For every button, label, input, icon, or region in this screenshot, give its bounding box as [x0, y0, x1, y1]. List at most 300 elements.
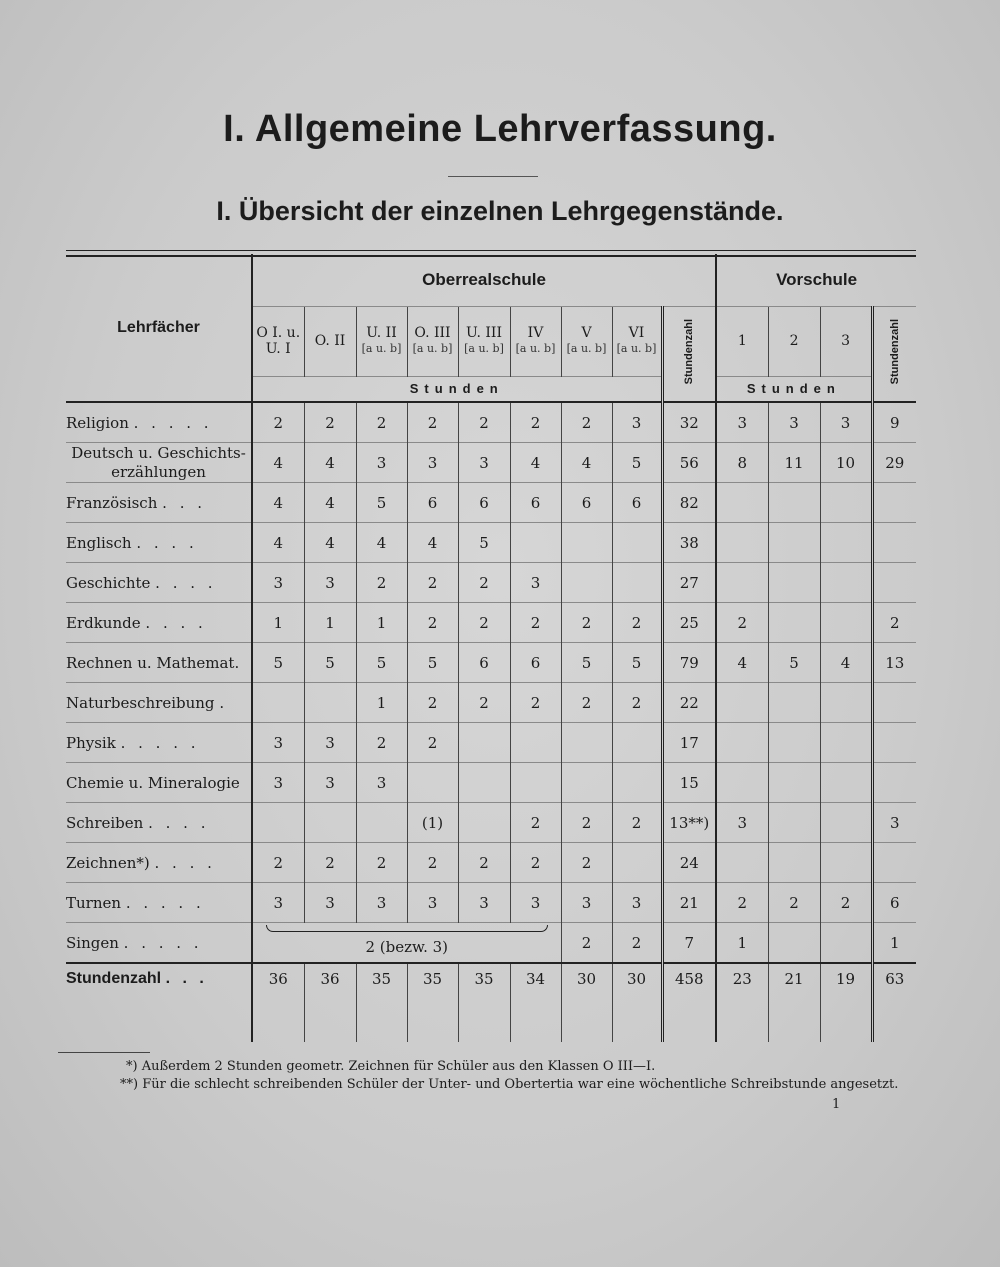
subject-name: Erdkunde [66, 613, 141, 632]
hours-cell: 5 [407, 643, 458, 683]
hours-cell: 3 [252, 883, 304, 923]
class-header [561, 306, 612, 376]
oberrealschule-header: Oberrealschule [252, 254, 716, 306]
subject-name: Singen [66, 933, 119, 952]
table-row [66, 843, 916, 883]
vs-hours-cell [820, 923, 872, 964]
vs-hours-cell: 3 [716, 803, 768, 843]
table-row [66, 443, 916, 483]
class-name: U. II [366, 325, 397, 341]
hours-cell: 5 [356, 483, 407, 523]
vs-hours-cell [768, 803, 820, 843]
total-hours-cell: 36 [252, 963, 304, 1010]
vs-total-cell: 2 [872, 603, 916, 643]
hours-cell [304, 683, 356, 723]
hours-cell: 3 [612, 402, 662, 443]
hours-cell: 2 [561, 683, 612, 723]
hours-cell: 2 [407, 563, 458, 603]
hours-cell: 3 [252, 723, 304, 763]
table-tail [66, 1010, 916, 1042]
hours-cell: 2 [561, 603, 612, 643]
tail-cell [252, 1010, 304, 1042]
hours-cell: 1 [304, 603, 356, 643]
total-label-cell [66, 963, 252, 1010]
hours-cell [252, 803, 304, 843]
subject-cell [66, 763, 252, 803]
merged-hours-cell [252, 923, 561, 964]
hours-cell [458, 763, 510, 803]
hours-cell: 2 [510, 803, 561, 843]
hours-cell: 5 [612, 643, 662, 683]
ors-total-cell: 82 [662, 483, 716, 523]
class-header [407, 306, 458, 376]
ors-total-cell: 7 [662, 923, 716, 964]
table-row [66, 763, 916, 803]
subject-name: Religion [66, 413, 129, 432]
leader-dots: . . . . . [120, 733, 200, 752]
footnote-2: **) Für die schlecht schreibenden Schüler der Unter- und Obertertia war eine wöchentliche Schreibstunde angesetzt. [120, 1077, 899, 1092]
vs-hours-cell [768, 483, 820, 523]
table-row [66, 523, 916, 563]
hours-cell: 2 [510, 603, 561, 643]
subject-name: Turnen [66, 893, 122, 912]
hours-cell: 2 [252, 843, 304, 883]
vs-hours-cell [768, 723, 820, 763]
hours-cell: 3 [561, 883, 612, 923]
vs-hours-cell [768, 563, 820, 603]
class-header [458, 306, 510, 376]
class-subdivision: [a u. b] [412, 342, 453, 355]
subject-name: Chemie u. Mineralogie [66, 773, 240, 792]
ors-total-cell: 56 [662, 443, 716, 483]
hours-cell: 4 [304, 523, 356, 563]
total-hours-cell: 35 [458, 963, 510, 1010]
table-row [66, 483, 916, 523]
table-row [66, 723, 916, 763]
vs-hours-cell [768, 843, 820, 883]
subject-cell [66, 683, 252, 723]
hours-cell: 3 [407, 883, 458, 923]
hours-cell: 2 [407, 402, 458, 443]
vs-total-cell: 3 [872, 803, 916, 843]
hours-cell [510, 723, 561, 763]
hours-cell: 2 [510, 843, 561, 883]
vs-stunden-label: Stunden [716, 376, 872, 402]
vs-hours-cell [716, 563, 768, 603]
vs-hours-cell [820, 603, 872, 643]
vs-hours-cell: 1 [716, 923, 768, 964]
hours-cell [407, 763, 458, 803]
hours-cell: 2 [407, 683, 458, 723]
vs-hours-cell [820, 683, 872, 723]
vs-hours-cell: 10 [820, 443, 872, 483]
vs-hours-cell [820, 563, 872, 603]
vs-total-cell [872, 523, 916, 563]
total-row [66, 963, 916, 1010]
leader-dots: . . . . [145, 613, 207, 632]
table-row [66, 402, 916, 443]
ors-total-cell: 27 [662, 563, 716, 603]
hours-cell: 6 [510, 643, 561, 683]
subject-cell [66, 923, 252, 964]
hours-cell: 2 [407, 843, 458, 883]
lehrplan-table [66, 254, 916, 1042]
hours-cell: 3 [612, 883, 662, 923]
title-divider [448, 176, 538, 177]
hours-cell [510, 523, 561, 563]
total-hours-cell: 36 [304, 963, 356, 1010]
subject-name: Physik [66, 733, 116, 752]
tail-cell [66, 1010, 252, 1042]
subject-cell [66, 402, 252, 443]
hours-cell: 3 [407, 443, 458, 483]
hours-cell: 1 [252, 603, 304, 643]
hours-cell: 3 [304, 883, 356, 923]
subject-name: Schreiben [66, 813, 144, 832]
hours-cell [561, 723, 612, 763]
vs-hours-cell: 2 [716, 603, 768, 643]
leader-dots: . . . . . [125, 893, 205, 912]
hours-cell: 2 [612, 923, 662, 964]
hours-cell: 2 [356, 843, 407, 883]
leader-dots: . . . . [148, 813, 210, 832]
tail-cell [872, 1010, 916, 1042]
hours-cell: 2 [612, 683, 662, 723]
hours-cell: 2 [356, 563, 407, 603]
hours-cell: 6 [458, 643, 510, 683]
hours-cell: 5 [458, 523, 510, 563]
hours-cell: 6 [407, 483, 458, 523]
ors-total-cell: 38 [662, 523, 716, 563]
vs-hours-cell: 8 [716, 443, 768, 483]
hours-cell: 5 [561, 643, 612, 683]
vs-hours-cell [820, 843, 872, 883]
hours-cell [510, 763, 561, 803]
tail-cell [612, 1010, 662, 1042]
hours-cell: 3 [458, 883, 510, 923]
table-row [66, 683, 916, 723]
vs-hours-cell: 3 [768, 402, 820, 443]
vs-class-header: 3 [820, 306, 872, 376]
hours-cell: 6 [510, 483, 561, 523]
ors-total-cell: 32 [662, 402, 716, 443]
hours-cell: 3 [458, 443, 510, 483]
vs-hours-cell: 3 [716, 402, 768, 443]
vs-total-hours-cell: 19 [820, 963, 872, 1010]
hours-cell: 2 [561, 843, 612, 883]
hours-cell: 2 [356, 402, 407, 443]
hours-cell: 4 [407, 523, 458, 563]
tail-cell [407, 1010, 458, 1042]
hours-cell: 2 [561, 923, 612, 964]
vs-total-cell: 1 [872, 923, 916, 964]
tail-cell [356, 1010, 407, 1042]
hours-cell: 2 [407, 603, 458, 643]
hours-cell: 2 [612, 603, 662, 643]
ors-grand-total: 458 [662, 963, 716, 1010]
subject-name: Deutsch u. Geschichts- erzählungen [71, 443, 246, 481]
hours-cell: 2 [356, 723, 407, 763]
page-number: 1 [832, 1097, 841, 1112]
total-hours-cell: 30 [612, 963, 662, 1010]
vs-total-cell: 9 [872, 402, 916, 443]
hours-cell: 2 [458, 683, 510, 723]
hours-cell [612, 723, 662, 763]
ors-total-cell: 21 [662, 883, 716, 923]
table-row [66, 643, 916, 683]
hours-cell: 4 [252, 443, 304, 483]
total-hours-cell: 34 [510, 963, 561, 1010]
leader-dots: . . . . . [133, 413, 213, 432]
class-name: IV [527, 325, 544, 341]
hours-cell [561, 563, 612, 603]
hours-cell: 2 [561, 803, 612, 843]
hours-cell [612, 763, 662, 803]
vs-total-label: Stundenzahl [888, 319, 901, 385]
class-header [510, 306, 561, 376]
vs-hours-cell [716, 723, 768, 763]
vs-hours-cell [820, 803, 872, 843]
hours-cell: 4 [356, 523, 407, 563]
class-name: O. III [414, 325, 451, 341]
tail-cell [561, 1010, 612, 1042]
subject-cell [66, 723, 252, 763]
leader-dots: . . . . [155, 573, 217, 592]
page-title: I. Allgemeine Lehrverfassung. [223, 108, 777, 150]
vs-total-hours-cell: 21 [768, 963, 820, 1010]
class-name: VI [628, 325, 645, 341]
hours-cell [561, 763, 612, 803]
vs-hours-cell [768, 763, 820, 803]
vs-total-cell [872, 563, 916, 603]
hours-cell: 3 [304, 723, 356, 763]
hours-cell: 2 [458, 563, 510, 603]
vs-hours-cell [716, 843, 768, 883]
merged-hours-note: 2 (bezw. 3) [365, 938, 449, 956]
hours-cell: 6 [458, 483, 510, 523]
hours-cell: 2 [561, 402, 612, 443]
total-hours-cell: 35 [356, 963, 407, 1010]
subject-cell [66, 563, 252, 603]
ors-total-label: Stundenzahl [683, 319, 696, 385]
vs-total-cell [872, 683, 916, 723]
vs-hours-cell [768, 683, 820, 723]
hours-cell: 3 [356, 763, 407, 803]
vs-class-header: 1 [716, 306, 768, 376]
subject-name: Geschichte [66, 573, 151, 592]
class-subdivision: [a u. b] [361, 342, 402, 355]
hours-cell: 2 [612, 803, 662, 843]
hours-cell: 5 [612, 443, 662, 483]
subject-cell [66, 603, 252, 643]
vs-hours-cell [716, 523, 768, 563]
class-subdivision: [a u. b] [566, 342, 607, 355]
hours-cell: 6 [561, 483, 612, 523]
vs-total-cell: 6 [872, 883, 916, 923]
hours-cell: 1 [356, 603, 407, 643]
vs-total-cell: 29 [872, 443, 916, 483]
footnote-divider [58, 1052, 150, 1053]
vs-total-cell [872, 843, 916, 883]
table-row [66, 883, 916, 923]
hours-cell [458, 803, 510, 843]
hours-cell [304, 803, 356, 843]
hours-cell [252, 683, 304, 723]
hours-cell [458, 723, 510, 763]
hours-cell: 3 [304, 763, 356, 803]
total-hours-cell: 35 [407, 963, 458, 1010]
ors-total-cell: 13**) [662, 803, 716, 843]
leader-dots: . . . [162, 493, 206, 512]
tail-cell [768, 1010, 820, 1042]
ors-stunden-label: Stunden [252, 376, 662, 402]
class-subdivision: [a u. b] [464, 342, 504, 355]
vs-hours-cell [768, 923, 820, 964]
subject-name: Französisch [66, 493, 158, 512]
tail-cell [716, 1010, 768, 1042]
class-subdivision: [a u. b] [515, 342, 556, 355]
class-name: V [581, 325, 592, 341]
total-hours-cell: 30 [561, 963, 612, 1010]
brace-mark [266, 925, 548, 932]
subject-name: Naturbeschreibung [66, 693, 215, 712]
vs-hours-cell: 11 [768, 443, 820, 483]
vs-hours-cell [768, 603, 820, 643]
tail-cell [662, 1010, 716, 1042]
subject-name: Rechnen u. Mathemat. [66, 653, 240, 672]
hours-cell: 2 [510, 683, 561, 723]
hours-cell [356, 803, 407, 843]
vs-hours-cell [820, 723, 872, 763]
hours-cell: 4 [561, 443, 612, 483]
ors-total-cell: 15 [662, 763, 716, 803]
class-name: U. III [465, 325, 502, 341]
subject-name: Zeichnen*) [66, 853, 150, 872]
vs-grand-total: 63 [872, 963, 916, 1010]
hours-cell: 3 [304, 563, 356, 603]
hours-cell: 2 [510, 402, 561, 443]
class-name: O. II [314, 333, 346, 349]
table-row [66, 803, 916, 843]
vs-hours-cell [716, 763, 768, 803]
ors-total-cell: 25 [662, 603, 716, 643]
ors-total-cell: 79 [662, 643, 716, 683]
vs-total-cell [872, 483, 916, 523]
class-name: O I. u. U. I [256, 325, 301, 357]
hours-cell: 4 [510, 443, 561, 483]
class-header [612, 306, 662, 376]
hours-cell: 2 [458, 843, 510, 883]
ors-total-header [662, 306, 716, 402]
hours-cell: 3 [510, 563, 561, 603]
hours-cell: 2 [304, 843, 356, 883]
hours-cell [612, 563, 662, 603]
tail-cell [458, 1010, 510, 1042]
vs-hours-cell: 5 [768, 643, 820, 683]
hours-cell: 3 [252, 763, 304, 803]
tail-cell [304, 1010, 356, 1042]
vs-hours-cell [820, 763, 872, 803]
hours-cell: 2 [407, 723, 458, 763]
subject-cell [66, 483, 252, 523]
vs-hours-cell: 4 [716, 643, 768, 683]
vs-hours-cell: 2 [716, 883, 768, 923]
total-label: Stundenzahl [66, 970, 162, 987]
vs-hours-cell [820, 523, 872, 563]
ors-total-cell: 24 [662, 843, 716, 883]
hours-cell: 2 [458, 402, 510, 443]
leader-dots: . . . [165, 970, 208, 987]
class-subdivision: [a u. b] [616, 342, 657, 355]
hours-cell: (1) [407, 803, 458, 843]
leader-dots: . . . . . [123, 933, 203, 952]
subject-cell [66, 643, 252, 683]
class-header [356, 306, 407, 376]
hours-cell: 5 [304, 643, 356, 683]
vs-hours-cell [716, 483, 768, 523]
hours-cell: 4 [304, 443, 356, 483]
class-header [252, 306, 304, 376]
vs-hours-cell [768, 523, 820, 563]
hours-cell: 4 [304, 483, 356, 523]
hours-cell: 2 [252, 402, 304, 443]
subject-cell [66, 443, 252, 483]
section-subtitle: I. Übersicht der einzelnen Lehrgegenstände. [216, 196, 784, 226]
table-row [66, 603, 916, 643]
hours-cell: 3 [510, 883, 561, 923]
vs-hours-cell: 2 [820, 883, 872, 923]
hours-cell: 3 [356, 443, 407, 483]
subject-cell [66, 843, 252, 883]
hours-cell: 4 [252, 483, 304, 523]
vs-hours-cell [820, 483, 872, 523]
vs-total-cell: 13 [872, 643, 916, 683]
ors-total-cell: 17 [662, 723, 716, 763]
subject-name: Englisch [66, 533, 132, 552]
subject-cell [66, 803, 252, 843]
hours-cell: 4 [252, 523, 304, 563]
tail-cell [510, 1010, 561, 1042]
vs-class-header: 2 [768, 306, 820, 376]
leader-dots: . . . . [136, 533, 198, 552]
hours-cell [612, 843, 662, 883]
hours-cell: 5 [252, 643, 304, 683]
hours-cell: 5 [356, 643, 407, 683]
hours-cell: 2 [304, 402, 356, 443]
leader-dots: . [219, 693, 229, 712]
tail-cell [820, 1010, 872, 1042]
leader-dots: . . . . [154, 853, 216, 872]
hours-cell: 3 [356, 883, 407, 923]
table-row [66, 923, 916, 964]
subject-column-header: Lehrfächer [117, 318, 200, 336]
vs-hours-cell: 3 [820, 402, 872, 443]
vs-hours-cell [716, 683, 768, 723]
vorschule-header: Vorschule [716, 254, 916, 306]
vs-total-cell [872, 723, 916, 763]
hours-cell: 2 [458, 603, 510, 643]
hours-cell: 1 [356, 683, 407, 723]
footnote-1: *) Außerdem 2 Stunden geometr. Zeichnen für Schüler aus den Klassen O III—I. [126, 1059, 656, 1074]
ors-total-cell: 22 [662, 683, 716, 723]
vs-hours-cell: 2 [768, 883, 820, 923]
hours-cell: 3 [252, 563, 304, 603]
hours-cell [561, 523, 612, 563]
subject-cell [66, 523, 252, 563]
class-header [304, 306, 356, 376]
subject-cell [66, 883, 252, 923]
vs-total-cell [872, 763, 916, 803]
